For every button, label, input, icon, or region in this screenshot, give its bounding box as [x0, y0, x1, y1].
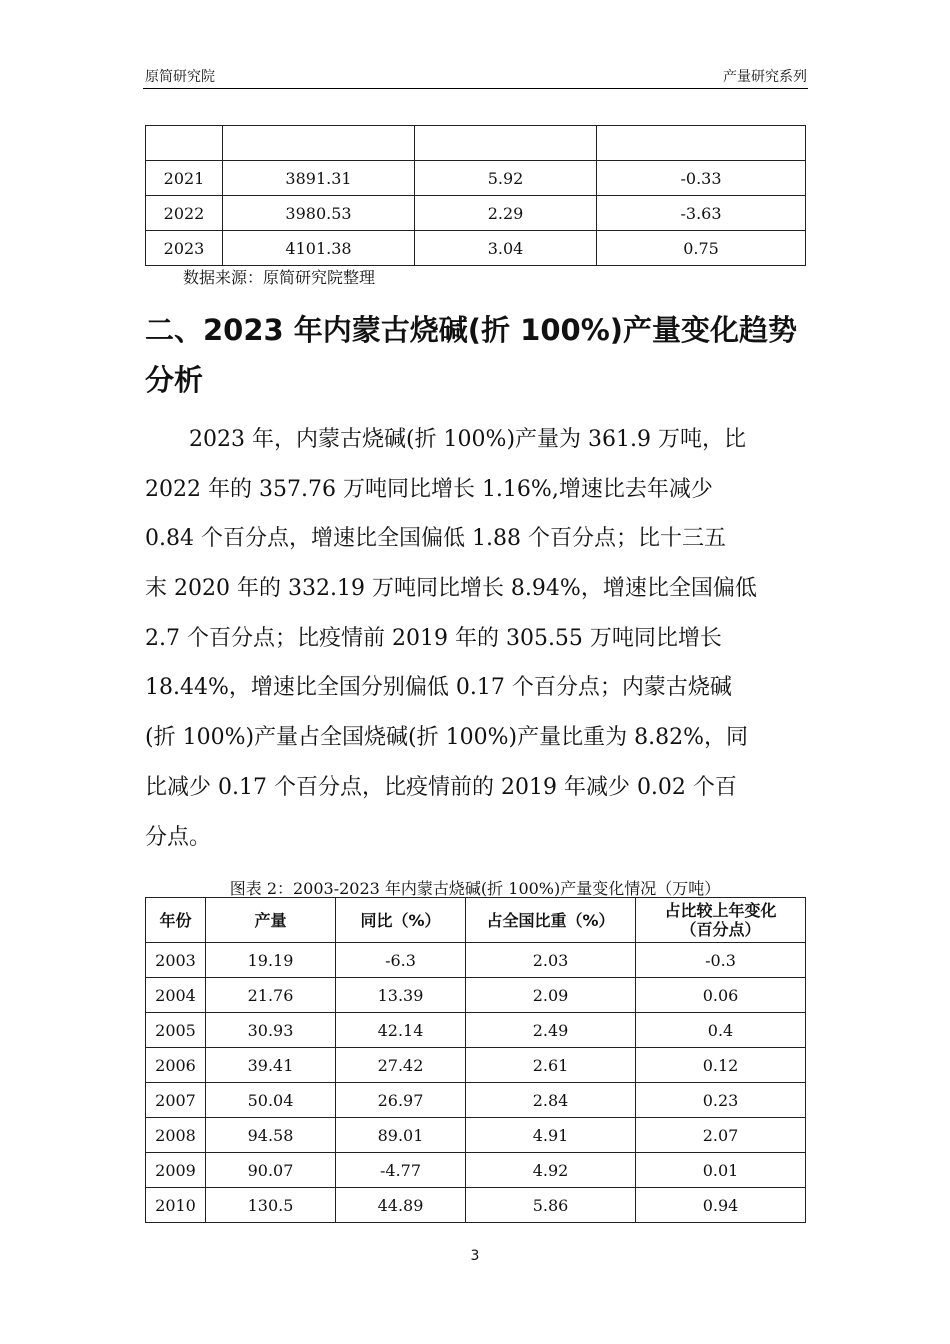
table-cell: 2007	[146, 1083, 206, 1118]
table-cell: 130.5	[206, 1188, 336, 1223]
table-cell: 90.07	[206, 1153, 336, 1188]
column-header: 年份	[146, 898, 206, 943]
table-row	[146, 1118, 806, 1153]
table-cell: 39.41	[206, 1048, 336, 1083]
table-cell: 5.86	[466, 1188, 636, 1223]
table-cell: -0.3	[636, 943, 806, 978]
paragraph-line: 0.84 个百分点，增速比全国偏低 1.88 个百分点；比十三五	[145, 526, 726, 552]
section-heading: 二、2023 年内蒙古烧碱(折 100%)产量变化趋势	[145, 313, 798, 347]
paragraph-line: 末 2020 年的 332.19 万吨同比增长 8.94%，增速比全国偏低	[145, 576, 757, 602]
table-cell: 30.93	[206, 1013, 336, 1048]
table-cell: 4.92	[466, 1153, 636, 1188]
paragraph-line: 18.44%，增速比全国分别偏低 0.17 个百分点；内蒙古烧碱	[145, 675, 732, 701]
table-cell: 2021	[146, 161, 223, 196]
table-cell: 2.07	[636, 1118, 806, 1153]
table-cell: 0.23	[636, 1083, 806, 1118]
paragraph-line: 分点。	[145, 824, 212, 850]
table-cell: 2.29	[415, 196, 597, 231]
table-cell: 2009	[146, 1153, 206, 1188]
table-cell: 26.97	[336, 1083, 466, 1118]
table-cell: 27.42	[336, 1048, 466, 1083]
table-cell: 94.58	[206, 1118, 336, 1153]
table-cell: 0.06	[636, 978, 806, 1013]
table-row	[146, 231, 806, 266]
table-cell: 2.03	[466, 943, 636, 978]
table-cell: 21.76	[206, 978, 336, 1013]
column-header: 占全国比重（%）	[466, 898, 636, 943]
table-cell: 4101.38	[223, 231, 415, 266]
table-cell: 0.12	[636, 1048, 806, 1083]
column-header: 同比（%）	[336, 898, 466, 943]
table-cell: 0.01	[636, 1153, 806, 1188]
table-continued	[145, 125, 806, 266]
table-cell: 0.75	[597, 231, 806, 266]
table-row	[146, 196, 806, 231]
table-cell: 2004	[146, 978, 206, 1013]
paragraph-line: 2022 年的 357.76 万吨同比增长 1.16%,增速比去年减少	[145, 476, 713, 502]
table-caption: 图表 2：2003-2023 年内蒙古烧碱(折 100%)产量变化情况（万吨）	[229, 879, 721, 898]
table-cell: 2006	[146, 1048, 206, 1083]
header-left: 原简研究院	[145, 69, 215, 85]
production-table	[145, 897, 806, 1223]
table-row	[146, 1188, 806, 1223]
column-header: 占比较上年变化（百分点）	[636, 898, 806, 943]
table-cell: 2023	[146, 231, 223, 266]
table-row	[146, 1013, 806, 1048]
data-source-note: 数据来源：原简研究院整理	[183, 268, 376, 287]
page-number: 3	[470, 1248, 480, 1264]
body-paragraph	[145, 420, 810, 867]
table-cell: 0.94	[636, 1188, 806, 1223]
table-row	[146, 1083, 806, 1118]
table-cell: 2.09	[466, 978, 636, 1013]
table-cell: -4.77	[336, 1153, 466, 1188]
table-cell: 2.84	[466, 1083, 636, 1118]
table-cell: 5.92	[415, 161, 597, 196]
table-cell: 3.04	[415, 231, 597, 266]
table-row	[146, 161, 806, 196]
paragraph-line: 2.7 个百分点；比疫情前 2019 年的 305.55 万吨同比增长	[145, 625, 722, 651]
table-cell: 19.19	[206, 943, 336, 978]
table-row	[146, 1153, 806, 1188]
table-cell: -3.63	[597, 196, 806, 231]
paragraph-line: 2023 年，内蒙古烧碱(折 100%)产量为 361.9 万吨，比	[145, 427, 747, 452]
table-cell: 2.49	[466, 1013, 636, 1048]
table-cell: 3980.53	[223, 196, 415, 231]
table-cell: 2.61	[466, 1048, 636, 1083]
header-divider	[143, 88, 808, 89]
table-cell: 0.4	[636, 1013, 806, 1048]
table-row	[146, 1048, 806, 1083]
table-cell: 2022	[146, 196, 223, 231]
table-row	[146, 126, 806, 161]
table-cell: 42.14	[336, 1013, 466, 1048]
table-cell: 2010	[146, 1188, 206, 1223]
section-heading-cont: 分析	[145, 363, 204, 397]
table-cell: 3891.31	[223, 161, 415, 196]
table-cell: 89.01	[336, 1118, 466, 1153]
table-cell: 44.89	[336, 1188, 466, 1223]
paragraph-line: 比减少 0.17 个百分点，比疫情前的 2019 年减少 0.02 个百	[145, 774, 737, 800]
table-cell: -0.33	[597, 161, 806, 196]
paragraph-line: (折 100%)产量占全国烧碱(折 100%)产量比重为 8.82%，同	[145, 725, 748, 751]
table-cell: 50.04	[206, 1083, 336, 1118]
table-cell: 13.39	[336, 978, 466, 1013]
table-cell: -6.3	[336, 943, 466, 978]
table-cell: 4.91	[466, 1118, 636, 1153]
table-cell: 2005	[146, 1013, 206, 1048]
column-header: 产量	[206, 898, 336, 943]
header-right: 产量研究系列	[723, 69, 807, 85]
table-row	[146, 978, 806, 1013]
table-header-row	[146, 898, 806, 943]
table-cell: 2008	[146, 1118, 206, 1153]
table-row	[146, 943, 806, 978]
table-cell: 2003	[146, 943, 206, 978]
